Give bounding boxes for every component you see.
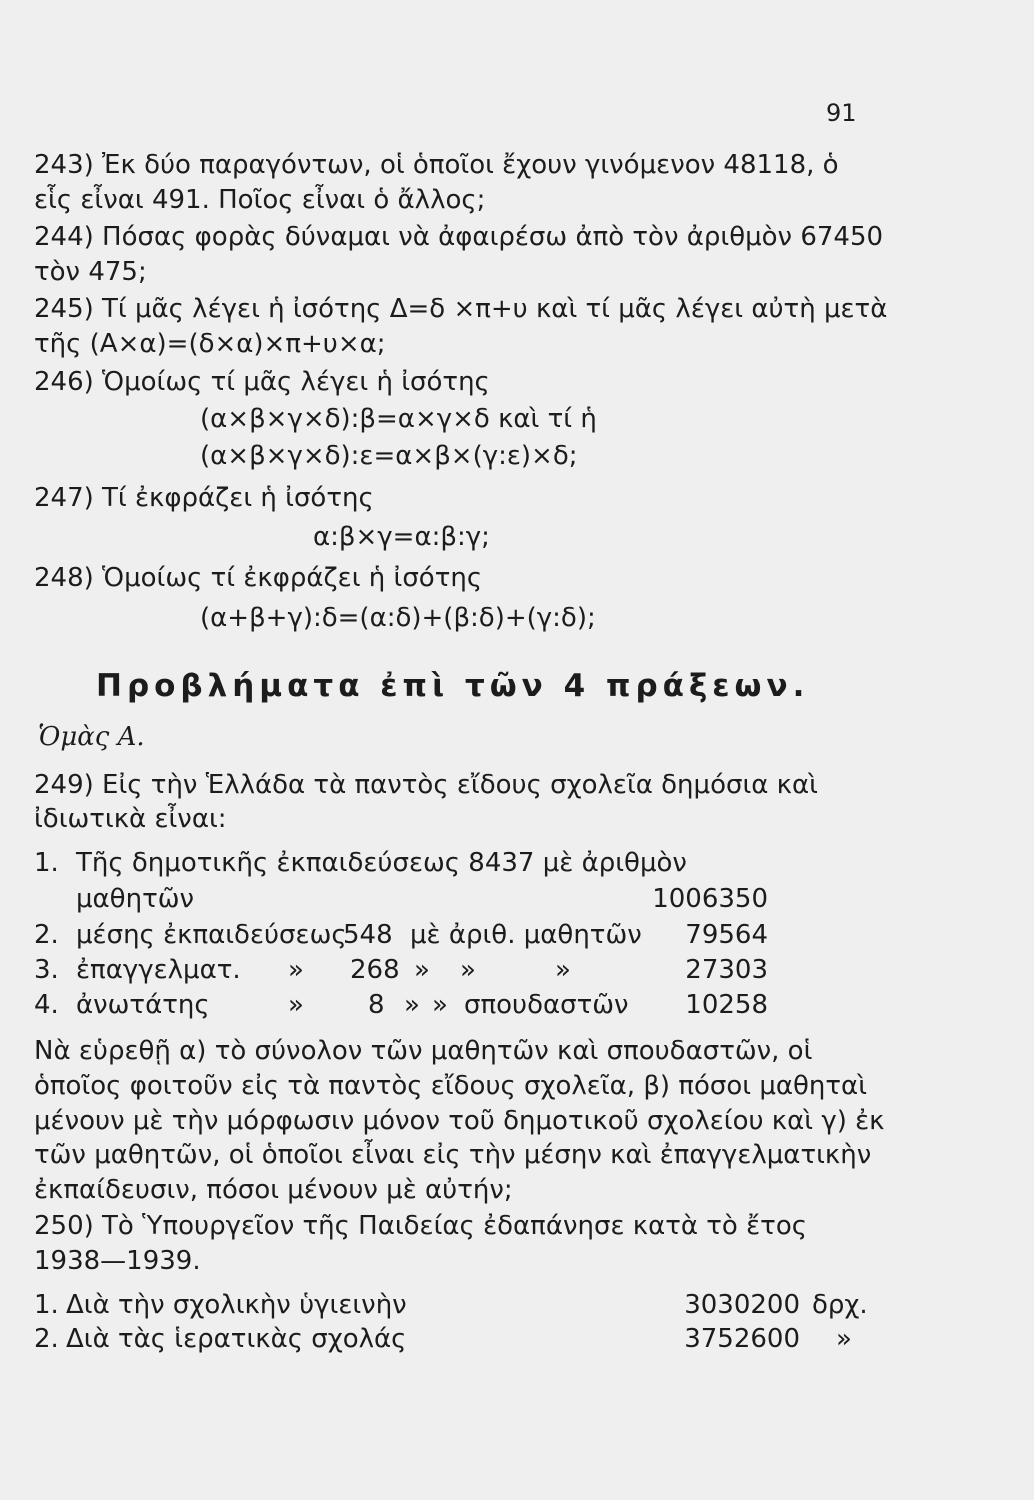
- problem-249-question-line: ἐκπαίδευσιν, πόσοι μένουν μὲ αὐτήν;: [34, 1175, 513, 1205]
- problem-245-line-2: τῆς (Α×α)=(δ×α)×π+υ×α;: [34, 329, 386, 359]
- row-count: 8: [368, 990, 385, 1020]
- row-label: Διὰ τὴν σχολικὴν ὑγιεινὴν: [66, 1290, 407, 1320]
- problem-249-line-2: ἰδιωτικὰ εἶναι:: [34, 804, 227, 834]
- row-number: 2.: [34, 920, 59, 950]
- row-unit: σπουδαστῶν: [464, 990, 629, 1020]
- problem-250-line-1: 250) Τὸ Ὑπουργεῖον τῆς Παιδείας ἐδαπάνησε κατὰ τὸ ἔτος: [34, 1211, 807, 1241]
- group-label: Ὁμὰς Α.: [38, 722, 145, 752]
- problem-247-line-1: 247) Τί ἐκφράζει ἡ ἰσότης: [34, 483, 374, 513]
- row-label: μέσης ἐκπαιδεύσεως: [76, 920, 347, 950]
- problem-246-line-1: 246) Ὁμοίως τί μᾶς λέγει ἡ ἰσότης: [34, 367, 490, 397]
- problem-243-line-2: εἷς εἶναι 491. Ποῖος εἶναι ὁ ἄλλος;: [34, 185, 486, 215]
- row-label: Διὰ τὰς ἱερατικὰς σχολάς: [66, 1324, 407, 1354]
- ditto-mark: »: [836, 1324, 852, 1354]
- problem-244-line-1: 244) Πόσας φορὰς δύναμαι νὰ ἀφαιρέσω ἀπὸ τὸν ἀριθμὸν 67450: [34, 222, 884, 252]
- row-value: 79564: [685, 920, 768, 950]
- ditto-mark: »: [288, 990, 304, 1020]
- problem-246-equation-2: (α×β×γ×δ):ε=α×β×(γ:ε)×δ;: [200, 441, 578, 471]
- row-value: 3030200: [684, 1290, 800, 1320]
- row-value: 27303: [685, 955, 768, 985]
- row-label: ἀνωτάτης: [76, 990, 210, 1020]
- row-label-continued: μαθητῶν: [76, 884, 195, 914]
- ditto-mark: »: [288, 955, 304, 985]
- ditto-mark: »: [432, 990, 448, 1020]
- ditto-mark: »: [460, 955, 476, 985]
- row-number: 1.: [34, 1290, 59, 1320]
- problem-248-equation: (α+β+γ):δ=(α:δ)+(β:δ)+(γ:δ);: [200, 603, 596, 633]
- problem-248-line-1: 248) Ὁμοίως τί ἐκφράζει ἡ ἰσότης: [34, 563, 483, 593]
- row-count: 548: [343, 920, 393, 950]
- row-label: ἐπαγγελματ.: [76, 955, 241, 985]
- row-number: 4.: [34, 990, 59, 1020]
- ditto-mark: »: [404, 990, 420, 1020]
- row-unit: μὲ ἀριθ. μαθητῶν: [410, 920, 642, 950]
- problem-250-line-2: 1938—1939.: [34, 1246, 201, 1276]
- row-count: 268: [350, 955, 400, 985]
- row-number: 3.: [34, 955, 59, 985]
- row-value: 10258: [685, 990, 768, 1020]
- problem-249-question-line: ὁποῖος φοιτοῦν εἰς τὰ παντὸς εἴδους σχολεῖα, β) πόσοι μαθηταὶ: [34, 1071, 867, 1101]
- ditto-mark: »: [414, 955, 430, 985]
- row-number: 1.: [34, 848, 59, 878]
- problem-245-line-1: 245) Τί μᾶς λέγει ἡ ἰσότης Δ=δ ×π+υ καὶ τί μᾶς λέγει αὐτὴ μετὰ: [34, 294, 888, 324]
- ditto-mark: »: [555, 955, 571, 985]
- problem-246-equation-1: (α×β×γ×δ):β=α×γ×δ καὶ τί ἡ: [200, 404, 597, 434]
- problem-249-question-line: μένουν μὲ τὴν μόρφωσιν μόνον τοῦ δημοτικοῦ σχολείου καὶ γ) ἐκ: [34, 1106, 885, 1136]
- problem-244-line-2: τὸν 475;: [34, 257, 147, 287]
- problem-243-line-1: 243) Ἐκ δύο παραγόντων, οἱ ὁποῖοι ἔχουν γινόμενον 48118, ὁ: [34, 150, 839, 180]
- row-label: Τῆς δημοτικῆς ἐκπαιδεύσεως 8437 μὲ ἀριθμὸν: [76, 848, 687, 878]
- row-number: 2.: [34, 1324, 59, 1354]
- row-unit: δρχ.: [812, 1290, 868, 1320]
- row-value: 1006350: [652, 884, 768, 914]
- row-value: 3752600: [684, 1324, 800, 1354]
- problem-249-question-line: Νὰ εὑρεθῇ α) τὸ σύνολον τῶν μαθητῶν καὶ σπουδαστῶν, οἱ: [34, 1036, 813, 1066]
- section-title: Προβλήματα ἐπὶ τῶν 4 πράξεων.: [96, 668, 810, 704]
- page-number: 91: [826, 99, 857, 127]
- problem-249-line-1: 249) Εἰς τὴν Ἑλλάδα τὰ παντὸς εἴδους σχολεῖα δημόσια καὶ: [34, 770, 818, 800]
- problem-249-question-line: τῶν μαθητῶν, οἱ ὁποῖοι εἶναι εἰς τὴν μέσην καὶ ἐπαγγελματικὴν: [34, 1140, 872, 1170]
- problem-247-equation: α:β×γ=α:β:γ;: [313, 522, 490, 552]
